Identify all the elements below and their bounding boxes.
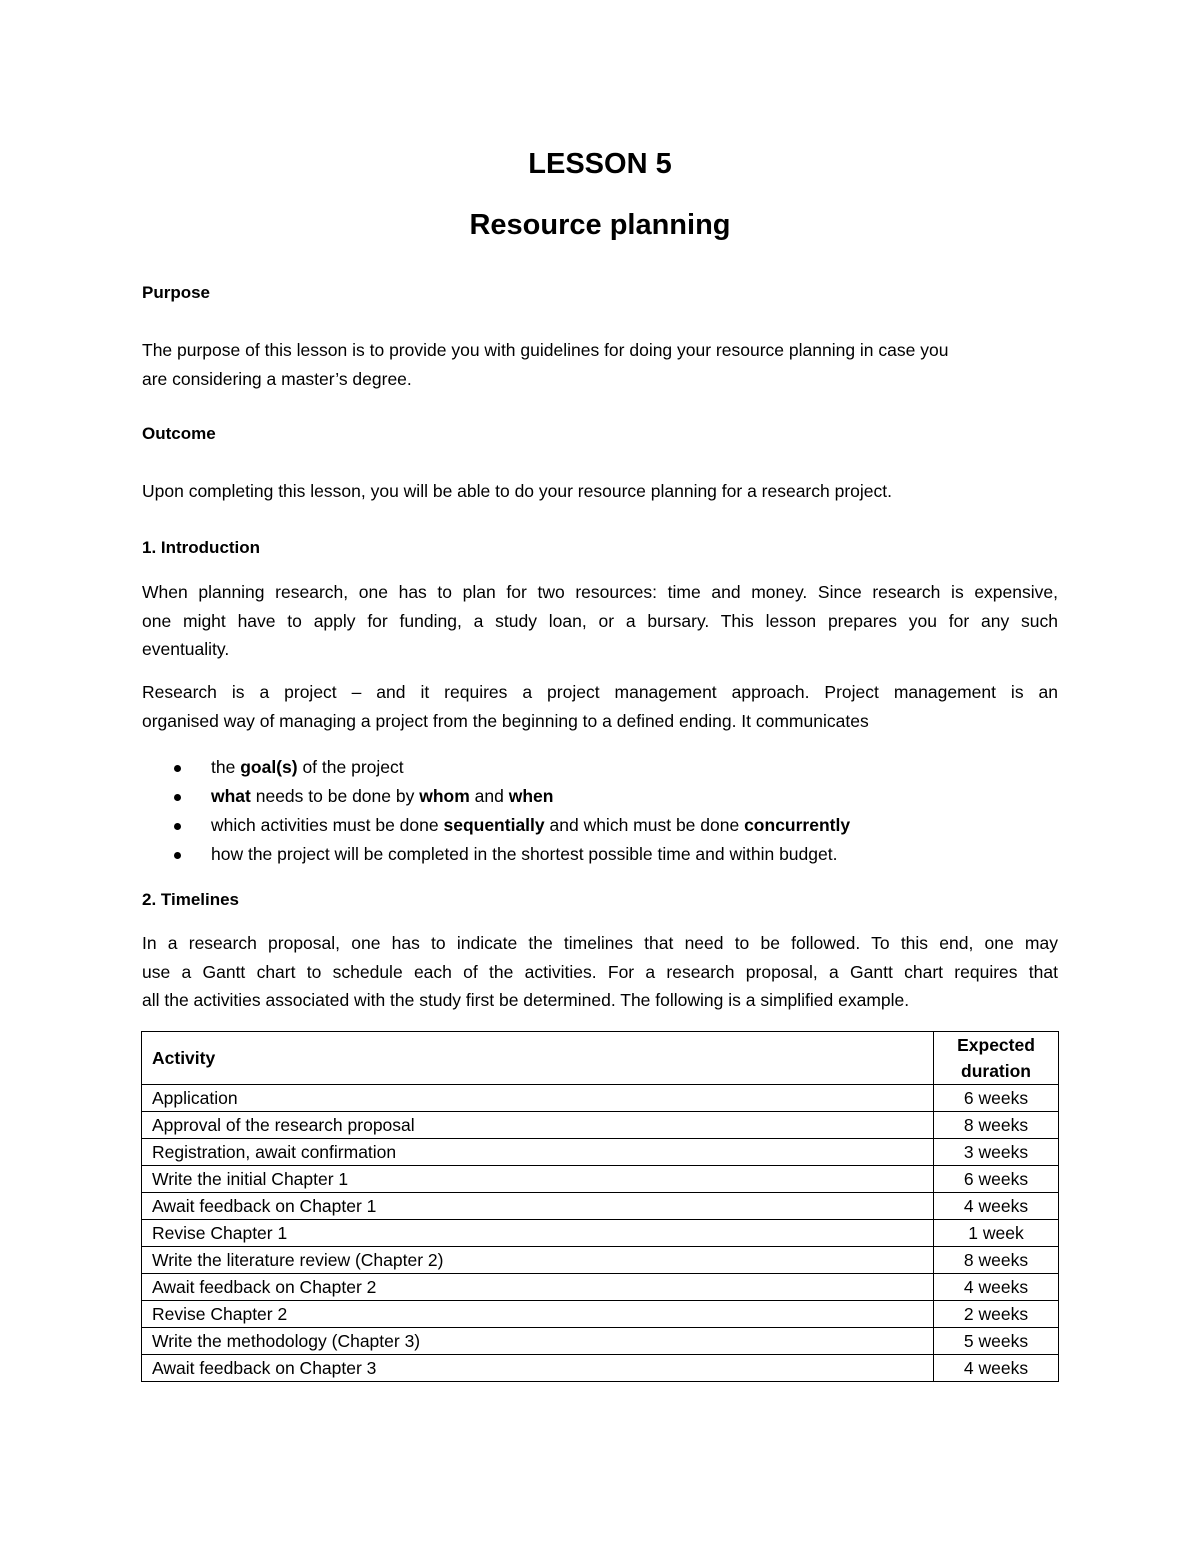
- activity-cell: Await feedback on Chapter 2: [142, 1274, 934, 1301]
- duration-cell: 3 weeks: [934, 1139, 1059, 1166]
- duration-cell: 8 weeks: [934, 1112, 1059, 1139]
- lesson-subtitle: Resource planning: [469, 209, 731, 241]
- intro-p2-line-1: Research is a project – and it requires a project management approach. Project management is an: [142, 682, 1058, 702]
- bullet-list: [142, 753, 1058, 869]
- table-row: [142, 1247, 1059, 1274]
- table-row: [142, 1085, 1059, 1112]
- duration-cell: 6 weeks: [934, 1085, 1059, 1112]
- bullet-icon: [174, 852, 181, 859]
- timelines-line-3: all the activities associated with the study first be determined. The following is a simplified example.: [142, 990, 910, 1010]
- table-row: [142, 1139, 1059, 1166]
- bullet-icon: [174, 794, 181, 801]
- duration-cell: 4 weeks: [934, 1355, 1059, 1382]
- timelines-heading: 2. Timelines: [142, 890, 240, 909]
- activity-cell: Approval of the research proposal: [142, 1112, 934, 1139]
- duration-column-header: Expected duration: [934, 1032, 1059, 1085]
- duration-cell: 4 weeks: [934, 1274, 1059, 1301]
- intro-p1-line-3: eventuality.: [142, 639, 230, 659]
- purpose-line-1: The purpose of this lesson is to provide you with guidelines for doing your resource planning in case you: [142, 340, 949, 360]
- activity-table: [141, 1031, 1059, 1382]
- bullet-icon: [174, 823, 181, 830]
- activity-cell: Revise Chapter 1: [142, 1220, 934, 1247]
- list-item: what needs to be done by whom and when: [142, 782, 1058, 811]
- purpose-line-2: are considering a master’s degree.: [142, 368, 412, 389]
- table-header-row: [142, 1032, 1059, 1085]
- table-row: [142, 1112, 1059, 1139]
- activity-cell: Write the literature review (Chapter 2): [142, 1247, 934, 1274]
- duration-cell: 5 weeks: [934, 1328, 1059, 1355]
- activity-cell: Write the methodology (Chapter 3): [142, 1328, 934, 1355]
- duration-cell: 8 weeks: [934, 1247, 1059, 1274]
- intro-p1-line-1: When planning research, one has to plan for two resources: time and money. Since research is expensive,: [142, 582, 1058, 602]
- table-row: [142, 1355, 1059, 1382]
- duration-cell: 4 weeks: [934, 1193, 1059, 1220]
- table-row: [142, 1166, 1059, 1193]
- table-row: [142, 1220, 1059, 1247]
- timelines-paragraph: [142, 929, 1058, 1015]
- outcome-line: Upon completing this lesson, you will be able to do your resource planning for a research project.: [142, 481, 892, 501]
- activity-cell: Await feedback on Chapter 3: [142, 1355, 934, 1382]
- table-row: [142, 1274, 1059, 1301]
- outcome-heading: Outcome: [142, 424, 216, 443]
- timelines-line-2: use a Gantt chart to schedule each of the activities. For a research proposal, a Gantt chart requires that: [142, 961, 1058, 982]
- activity-cell: Revise Chapter 2: [142, 1301, 934, 1328]
- intro-p2-line-2: organised way of managing a project from the beginning to a defined ending. It communicates: [142, 710, 869, 731]
- duration-cell: 1 week: [934, 1220, 1059, 1247]
- introduction-paragraph-2: [142, 678, 1058, 735]
- duration-cell: 2 weeks: [934, 1301, 1059, 1328]
- activity-cell: Await feedback on Chapter 1: [142, 1193, 934, 1220]
- bullet-icon: [174, 765, 181, 772]
- table-body: [142, 1085, 1059, 1382]
- timelines-line-1: In a research proposal, one has to indicate the timelines that need to be followed. To this end, one may: [142, 933, 1058, 953]
- list-item: which activities must be done sequentially and which must be done concurrently: [142, 811, 1058, 840]
- duration-cell: 6 weeks: [934, 1166, 1059, 1193]
- purpose-paragraph: [142, 336, 1058, 393]
- introduction-paragraph-1: [142, 578, 1058, 664]
- table-row: [142, 1301, 1059, 1328]
- table-row: [142, 1193, 1059, 1220]
- list-item: the goal(s) of the project: [142, 753, 1058, 782]
- table-row: [142, 1328, 1059, 1355]
- purpose-heading: Purpose: [142, 283, 211, 302]
- activity-cell: Write the initial Chapter 1: [142, 1166, 934, 1193]
- introduction-heading: 1. Introduction: [142, 538, 261, 557]
- intro-p1-line-2: one might have to apply for funding, a study loan, or a bursary. This lesson prepares you for any such: [142, 610, 1058, 631]
- lesson-title: LESSON 5: [528, 148, 672, 180]
- activity-column-header: Activity: [142, 1032, 934, 1085]
- outcome-paragraph: [142, 477, 1058, 506]
- activity-cell: Application: [142, 1085, 934, 1112]
- list-item: how the project will be completed in the shortest possible time and within budget.: [142, 840, 1058, 869]
- activity-cell: Registration, await confirmation: [142, 1139, 934, 1166]
